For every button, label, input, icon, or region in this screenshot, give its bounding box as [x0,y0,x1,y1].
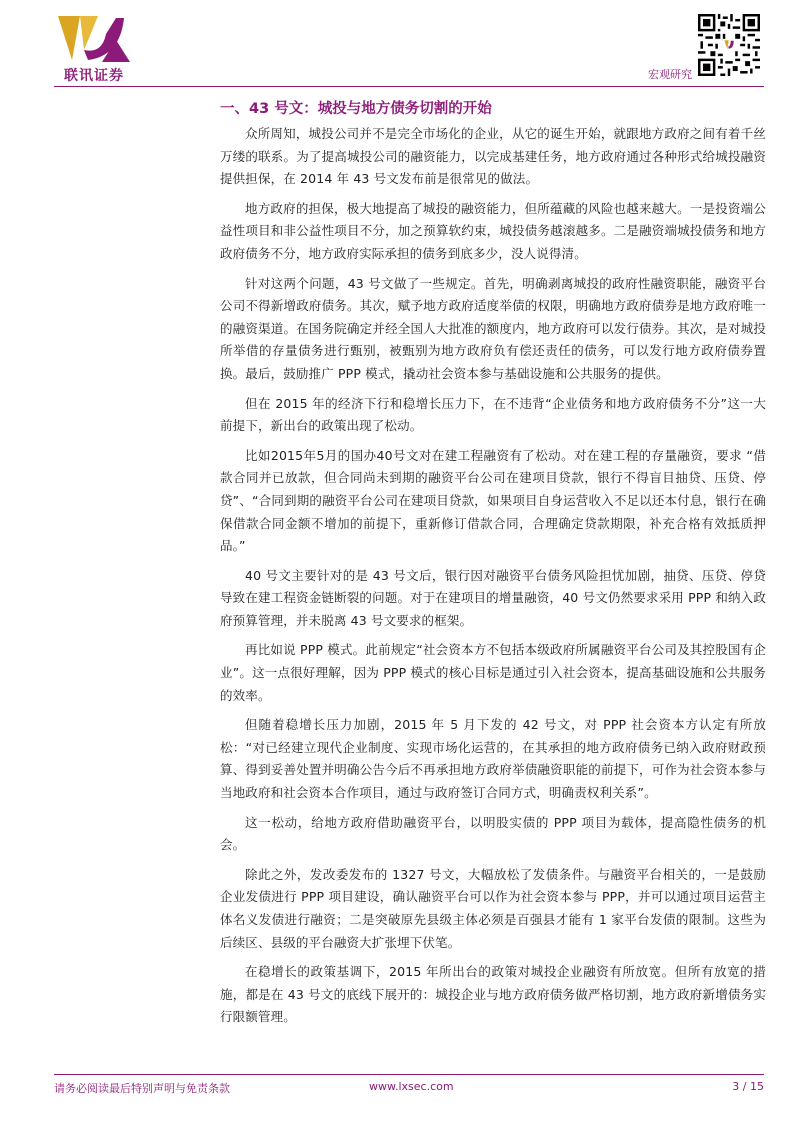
paragraph: 地方政府的担保，极大地提高了城投的融资能力，但所蕴藏的风险也越来越大。一是投资端公益性项目和非公益性项目不分，加之预算软约束，城投债务越滚越多。二是融资端城投债务和地方政府债务不分，地方政府实际承担的债务到底多少，没人说得清。 [220,200,766,261]
paragraph: 除此之外，发改委发布的 1327 号文，大幅放松了发债条件。与融资平台相关的，一是鼓励企业发债进行 PPP 项目建设，确认融资平台可以作为社会资本参与 PPP，并可以通过项目运营主体名义发债进行融资；二是突破原先县级主体必须是百强县才能有 1 家平台发债的限制。这些为后续区、县级的平台融资大扩张埋下伏笔。 [220,866,766,950]
header-divider [54,86,764,87]
qr-code [698,14,760,76]
paragraph: 这一松动，给地方政府借助融资平台，以明股实债的 PPP 项目为载体，提高隐性债务的机会。 [220,814,766,853]
paragraph: 针对这两个问题，43 号文做了一些规定。首先，明确剥离城投的政府性融资职能，融资平台公司不得新增政府债务。其次，赋予地方政府适度举债的权限，明确地方政府债券是地方政府唯一的融资渠道。在国务院确定并经全国人大批准的额度内，地方政府可以发行债券。其次，是对城投所举借的存量债务进行甄别，被甄别为地方政府负有偿还责任的债务，可以发行地方政府债券置换。最后，鼓励推广 PPP 模式，撬动社会资本参与基础设施和公共服务的提供。 [220,275,766,381]
paragraph: 再比如说 PPP 模式。此前规定“社会资本方不包括本级政府所属融资平台公司及其控股国有企业”。这一点很好理解，因为 PPP 模式的核心目标是通过引入社会资本，提高基础设施和公共服务的效率。 [220,642,766,703]
paragraph: 众所周知，城投公司并不是完全市场化的企业，从它的诞生开始，就跟地方政府之间有着千丝万缕的联系。为了提高城投公司的融资能力，以完成基建任务，地方政府通过各种形式给城投融资提供担保，在 2014 年 43 号文发布前是很常见的做法。 [220,126,766,187]
paragraph: 40 号文主要针对的是 43 号文后，银行因对融资平台债务风险担忧加剧，抽贷、压贷、停贷导致在建工程资金链断裂的问题。对于在建项目的增量融资，40 号文仍然要求采用 PPP 和纳入政府预算管理，并未脱离 43 号文要求的框架。 [220,567,766,628]
page-footer [54,1080,764,1096]
paragraph: 在稳增长的政策基调下，2015 年所出台的政策对城投企业融资有所放宽。但所有放宽的措施，都是在 43 号文的底线下展开的：城投企业与地方政府债务做严格切割，地方政府新增债务实行限额管理。 [220,964,766,1025]
company-logo-icon [54,10,134,66]
disclaimer-text: 请务必阅读最后特别声明与免责条款 [54,1082,230,1095]
page-number: 3 / 15 [732,1080,764,1093]
paragraph: 但随着稳增长压力加剧，2015 年 5 月下发的 42 号文，对 PPP 社会资本方认定有所放松：“对已经建立现代企业制度、实现市场化运营的，在其承担的地方政府债务已纳入政府财政预算、得到妥善处置并明确公告今后不再承担地方政府举债融资职能的前提下，可作为社会资本参与当地政府和社会资本合作项目，通过与政府签订合同方式，明确责权利关系”。 [220,717,766,801]
footer-divider [54,1074,764,1075]
paragraph: 但在 2015 年的经济下行和稳增长压力下，在不违背“企业债务和地方政府债务不分”这一大前提下，新出台的政策出现了松动。 [220,395,766,434]
company-logo [54,10,134,86]
paragraph: 比如2015年5月的国办40号文对在建工程融资有了松动。对在建工程的存量融资，要求 “借款合同并已放款，但合同尚未到期的融资平台公司在建项目贷款，银行不得盲目抽贷、压贷、停贷”、“合同到期的融资平台公司在建项目贷款，如果项目自身运营收入不足以还本付息，银行在确保借款合同金额不增加的前提下，重新修订借款合同，合理确定贷款期限，补充合格有效抵质押品。” [220,447,766,554]
logo-text: 联讯证券 [64,68,124,84]
article-body [220,123,766,1036]
section-label: 宏观研究 [648,68,692,81]
qr-code-icon [698,14,760,76]
section-title: 一、43 号文：城投与地方债务切割的开始 [220,101,492,117]
page-header [0,0,800,90]
website-link[interactable]: www.lxsec.com [369,1080,454,1093]
